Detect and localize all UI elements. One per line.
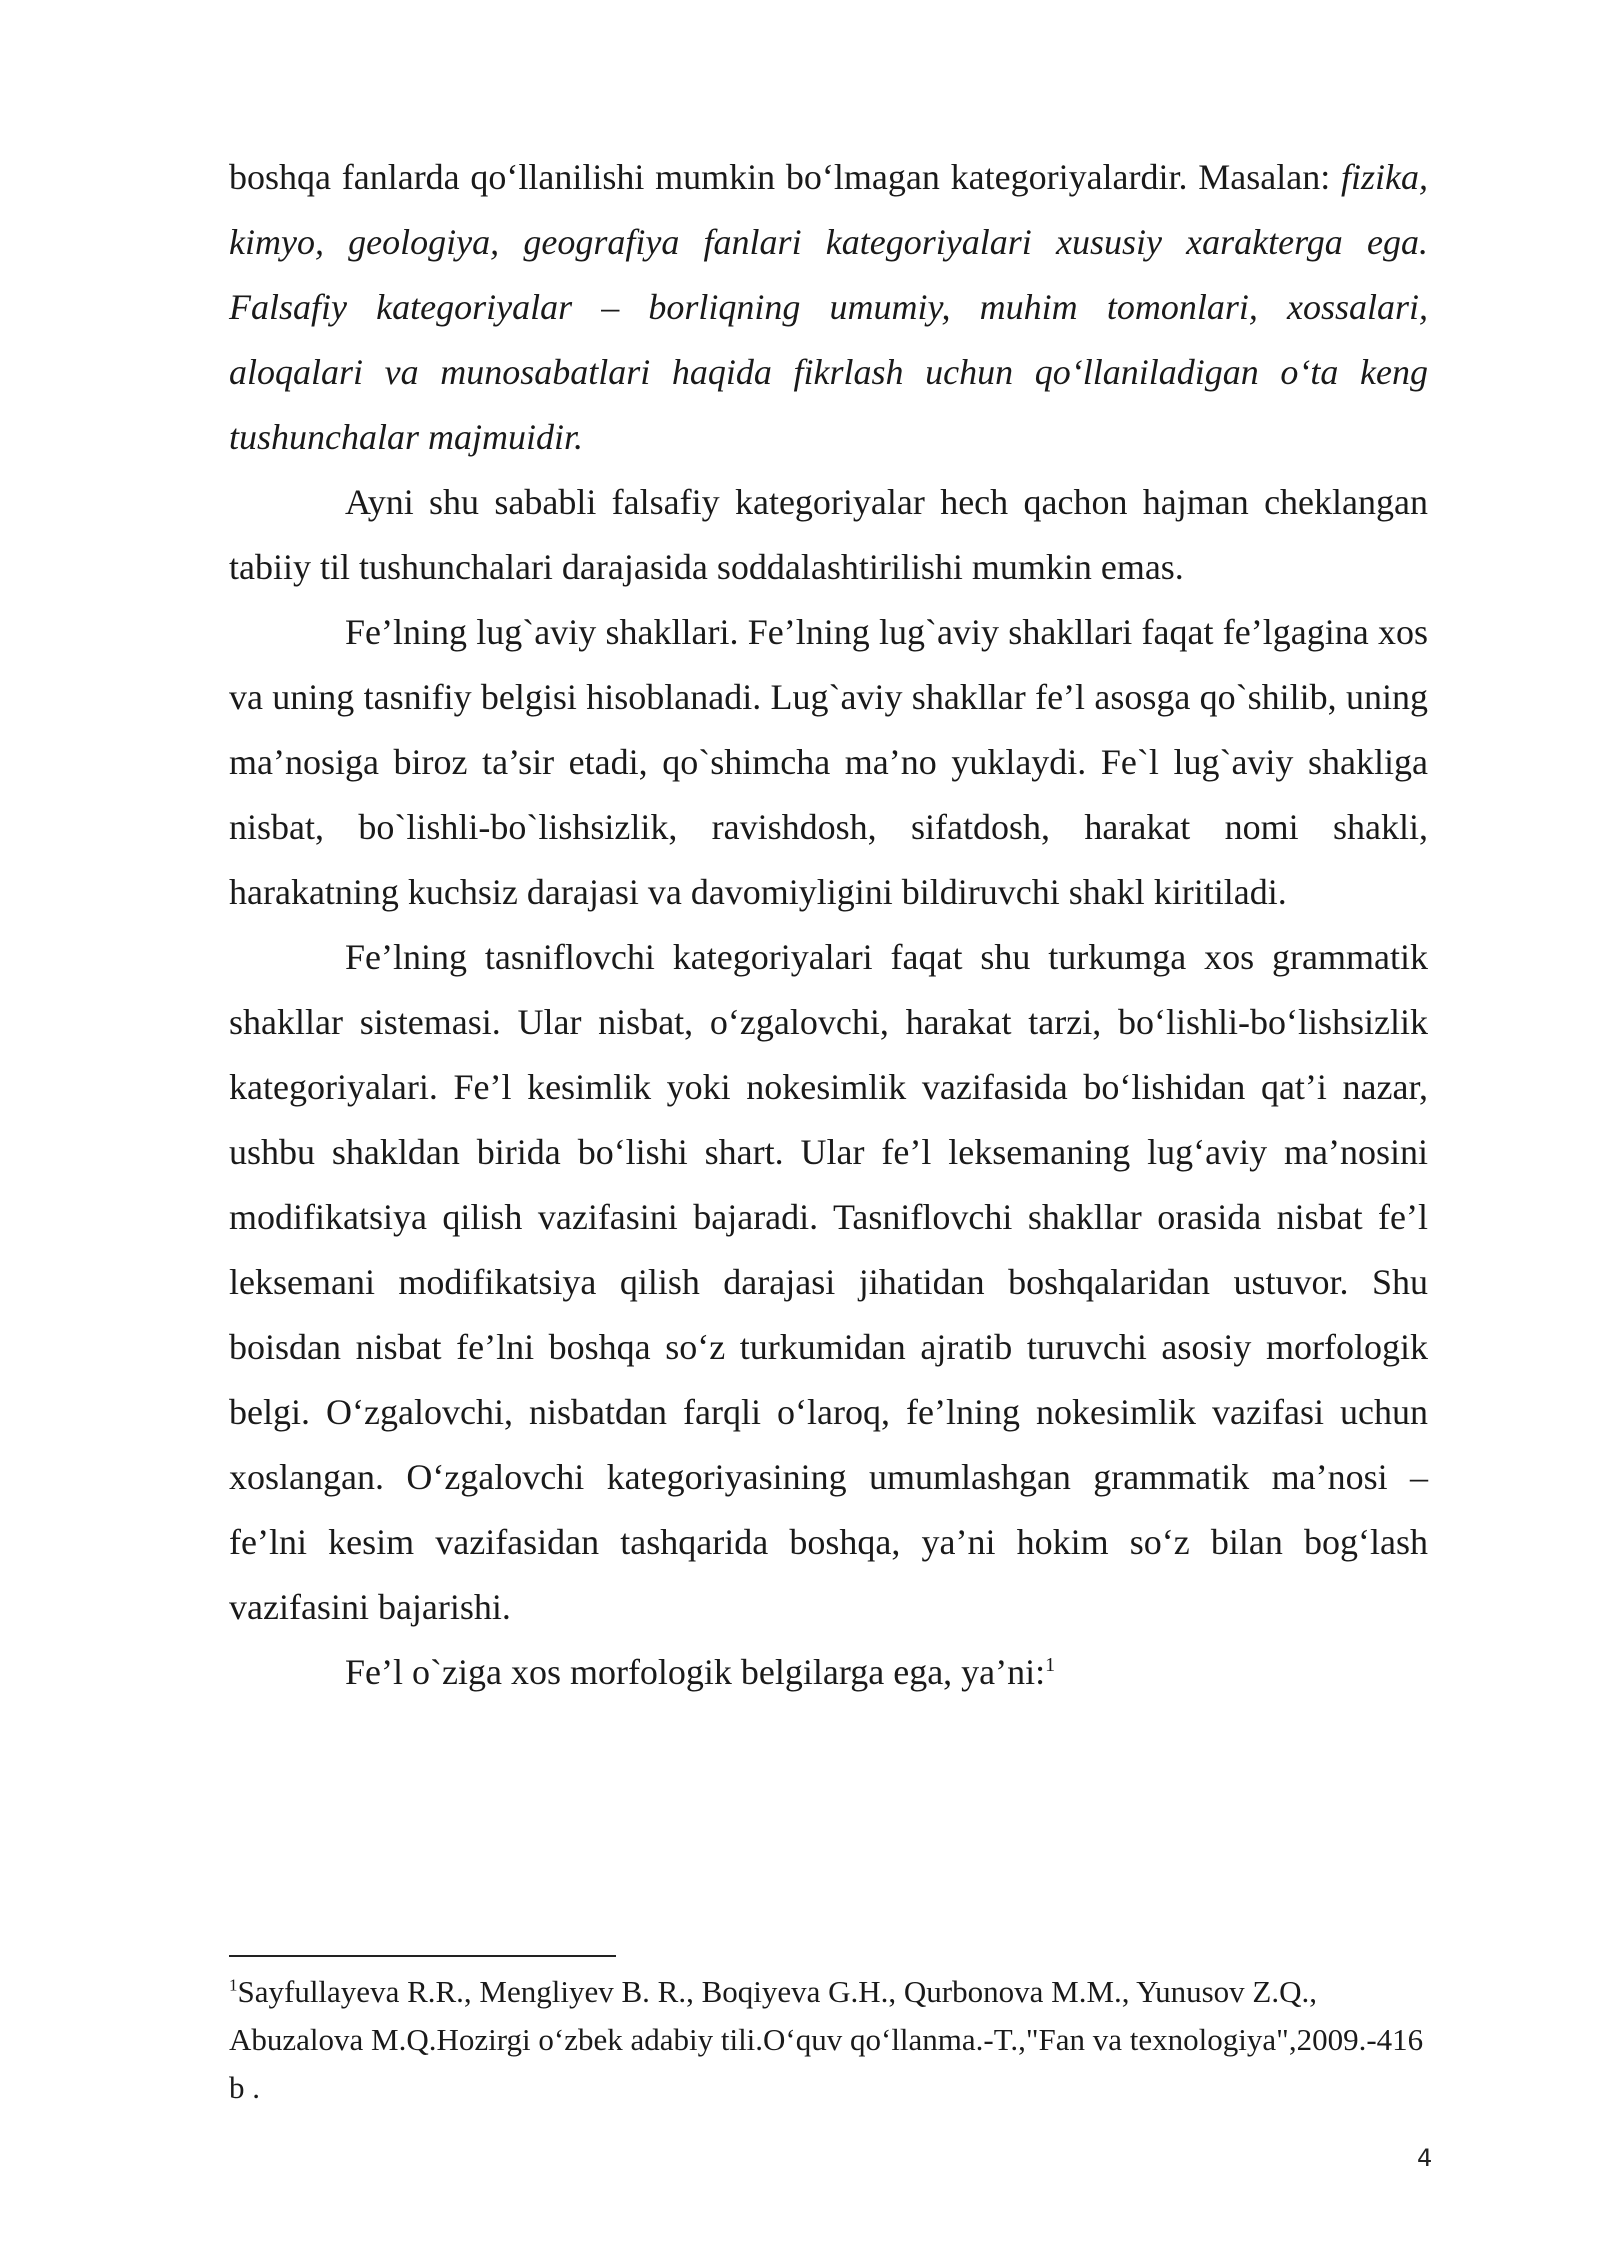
body-text [229, 145, 1428, 1705]
paragraph-3: Fe’lning lug`aviy shakllari. Fe’lning lug`aviy shakllari faqat fe’lgagina xos va uning tasnifiy belgisi hisoblanadi. Lug`aviy shakllar fe’l asosga qo`shilib, uning ma’nosiga biroz ta’sir etadi, qo`shimcha ma’no yuklaydi. Fe`l lug`aviy shakliga nisbat, bo`lishli-bo`lishsizlik, ravishdosh, sifatdosh, harakat nomi shakli, harakatning kuchsiz darajasi va davomiyligini bildiruvchi shakl kiritiladi. [229, 612, 1428, 912]
footnote-reference[interactable]: 1 [1045, 1654, 1056, 1676]
paragraph-1-normal: boshqa fanlarda qo‘llanilishi mumkin bo‘lmagan kategoriyalardir. Masalan: [229, 157, 1341, 197]
paragraph-2: Ayni shu sababli falsafiy kategoriyalar hech qachon hajman cheklangan tabiiy til tushunchalari darajasida soddalashtirilishi mumkin emas. [229, 482, 1428, 587]
paragraph-1-italic: fizika, kimyo, geologiya, geografiya fanlari kategoriyalari xususiy xarakterga ega. Falsafiy kategoriyalar – borliqning umumiy, muhim tomonlari, xossalari, aloqalari va munosabatlari haqida fikrlash uchun qo‘llaniladigan o‘ta keng tushunchalar majmuidir. [229, 157, 1428, 457]
page-number: 4 [1417, 2144, 1433, 2172]
footnote-separator [229, 1955, 616, 1957]
paragraph-1 [229, 145, 1428, 470]
paragraph-5-text: Fe’l o`ziga xos morfologik belgilarga ega, ya’ni: [345, 1652, 1046, 1692]
paragraph-5 [229, 1640, 1428, 1705]
footnote-text: Sayfullayeva R.R., Mengliyev B. R., Boqiyeva G.H., Qurbonova M.M., Yunusov Z.Q., Abuzalova M.Q.Hozirgi o‘zbek adabiy tili.O‘quv qo‘llanma.-T.,"Fan va texnologiya",2009.-416 b . [229, 1974, 1424, 2105]
footnote-marker: 1 [229, 1975, 238, 1995]
paragraph-4: Fe’lning tasniflovchi kategoriyalari faqat shu turkumga xos grammatik shakllar sistemasi. Ular nisbat, o‘zgalovchi, harakat tarzi, bo‘lishli-bo‘lishsizlik kategoriyalari. Fe’l kesimlik yoki nokesimlik vazifasida bo‘lishidan qat’i nazar, ushbu shakldan birida bo‘lishi shart. Ular fe’l leksemaning lug‘aviy ma’nosini modifikatsiya qilish vazifasini bajaradi. Tasniflovchi shakllar orasida nisbat fe’l leksemani modifikatsiya qilish darajasi jihatidan boshqalaridan ustuvor. Shu boisdan nisbat fe’lni boshqa so‘z turkumidan ajratib turuvchi asosiy morfologik belgi. O‘zgalovchi, nisbatdan farqli o‘laroq, fe’lning nokesimlik vazifasi uchun xoslangan. O‘zgalovchi kategoriyasining umumlashgan grammatik ma’nosi – fe’lni kesim vazifasidan tashqarida boshqa, ya’ni hokim so‘z bilan bog‘lash vazifasini bajarishi. [229, 937, 1428, 1627]
footnote [229, 1968, 1428, 2112]
